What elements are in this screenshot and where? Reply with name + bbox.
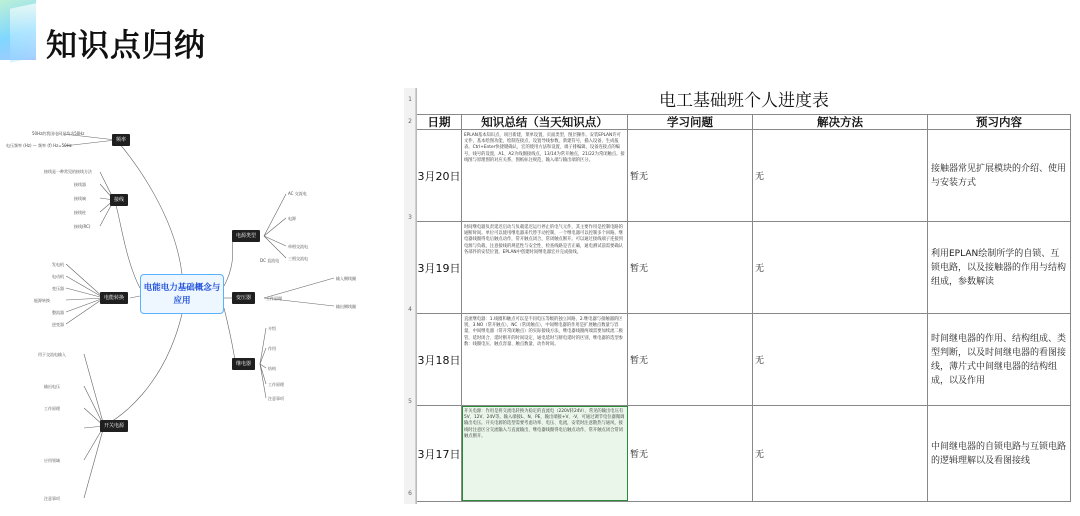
mind-map-note: 发电机 (52, 262, 64, 267)
header-preview[interactable]: 预习内容 (928, 115, 1071, 130)
mind-map-note: 变压器 (52, 286, 64, 291)
row-number-column (404, 88, 416, 504)
row-number[interactable]: 6 (408, 490, 412, 497)
mind-map-note: 接线(RC) (74, 224, 91, 229)
mind-map-note: 能源转换 (34, 298, 50, 303)
mind-map-branch: 频率 (112, 134, 130, 146)
mind-map-branch: 电能转换 (100, 292, 128, 304)
cell-selection-border (462, 406, 628, 501)
preview-cell[interactable]: 中间继电器的自锁电路与互锁电路的逻辑理解以及看图接线 (928, 406, 1071, 501)
progress-spreadsheet (404, 88, 1070, 506)
summary-cell[interactable]: 开关电源：作用是将交流电转换为稳定的直流电（220V转24V），常见的输出电压有5V、12V、24V等。输入端接L、N、PE，输出端接+V、-V，可通过调节电位器微调输出电压。开关电源的选型需要考虑功率、电压、电流，安装时注意散热与通风，接线时注意区分交流输入与直流输出，继电器线圈得电后触点动作，常开触点闭合常闭触点断开。 (462, 406, 628, 501)
table-row (417, 314, 1071, 406)
problem-cell[interactable]: 暂无 (628, 406, 753, 501)
mind-map-note: 电动机 (52, 274, 64, 279)
solution-cell[interactable]: 无 (753, 130, 928, 221)
mind-map (4, 128, 400, 516)
row-number[interactable]: 2 (408, 118, 412, 125)
sheet-title[interactable]: 电工基础班个人进度表 (659, 91, 829, 111)
date-cell[interactable]: 3月18日 (417, 314, 462, 405)
mind-map-branch: 变压器 (232, 292, 255, 304)
header-solution[interactable]: 解决方法 (753, 115, 928, 130)
table-row (417, 130, 1071, 222)
header-decoration-overlay (10, 3, 36, 63)
mind-map-note: 整流器 (52, 310, 64, 315)
mind-map-note: 作用 (268, 346, 276, 351)
mind-map-note: DC 直流电 (260, 258, 280, 263)
mind-map-branch: 接线 (110, 194, 128, 206)
problem-cell[interactable]: 暂无 (628, 130, 753, 221)
mind-map-note: 接线是一种常见的接线方法 (44, 169, 92, 174)
mind-map-note: 注意事项 (44, 496, 60, 501)
header-problem[interactable]: 学习问题 (628, 115, 753, 130)
row-number[interactable]: 1 (408, 96, 412, 103)
summary-cell[interactable]: 直流继电器：1.线圈和触点可以是不同电压等级的独立回路，2.继电器与接触器的区别，3.NO（常开触点），NC（常闭触点），中间继电器的作用是扩展触点数量与容量，中间继电器（常开常闭触点）的实际接线方法，继电器线圈两端需要加续流二极管，延时闭合、延时断开的时间设定，通电延时与断电延时的区别，继电器的选型参数：线圈电压、触点容量、触点数量、动作时间。 (462, 314, 628, 405)
mind-map-note: 接线柱 (74, 210, 86, 215)
header-summary[interactable]: 知识总结（当天知识点） (462, 115, 628, 130)
mind-map-note: 用于交流电输入 (38, 352, 66, 357)
header-row (417, 114, 1071, 130)
date-cell[interactable]: 3月19日 (417, 222, 462, 313)
mind-map-note: 单相交流电 (288, 244, 308, 249)
mind-map-note: 介绍 (268, 326, 276, 331)
mind-map-branch: 电源类型 (232, 230, 260, 242)
mind-map-note: 接线器 (74, 182, 86, 187)
mind-map-note: 电源 (288, 216, 296, 221)
problem-cell[interactable]: 暂无 (628, 314, 753, 405)
table-row (417, 222, 1071, 314)
date-cell[interactable]: 3月17日 (417, 406, 462, 501)
sheet-grid (416, 88, 1070, 504)
mind-map-note: 逆变器 (52, 322, 64, 327)
mind-map-note: 电压频率 (Hz) — 频率 (f) Hz=50Hz (6, 143, 72, 148)
solution-cell[interactable]: 无 (753, 406, 928, 501)
preview-cell[interactable]: 时间继电器的作用、结构组成、类型判断，以及时间继电器的看图接线，薄片式中间继电器的结构组成，以及作用 (928, 314, 1071, 405)
page-title: 知识点归纳 (46, 28, 206, 64)
mind-map-note: AC 交流电 (288, 191, 307, 196)
mind-map-note: 工作原理 (268, 382, 284, 387)
mind-map-note: 工作原理 (44, 406, 60, 411)
row-number[interactable]: 4 (408, 306, 412, 313)
mind-map-note: 输入侧线圈 (336, 276, 356, 281)
mind-map-note: 输出侧线圈 (336, 304, 356, 309)
preview-cell[interactable]: 利用EPLAN绘制所学的自锁、互锁电路，以及接触器的作用与结构组成，参数解读 (928, 222, 1071, 313)
preview-cell[interactable]: 接触器常见扩展模块的介绍、使用与安装方式 (928, 130, 1071, 221)
row-number[interactable]: 5 (408, 398, 412, 405)
mind-map-branch: 继电器 (232, 358, 255, 370)
mind-map-note: 注意事项 (268, 396, 284, 401)
mind-map-center-node: 电能电力基础概念与应用 (140, 274, 224, 314)
solution-cell[interactable]: 无 (753, 222, 928, 313)
problem-cell[interactable]: 暂无 (628, 222, 753, 313)
mind-map-note: 工作原理 (266, 296, 282, 301)
header-date[interactable]: 日期 (417, 115, 462, 130)
mind-map-note: 接线端 (74, 196, 86, 201)
mind-map-branch: 开关电源 (100, 420, 128, 432)
mind-map-note: 应用领域 (44, 458, 60, 463)
table-row-selected (417, 406, 1071, 502)
mind-map-note: 输出电压 (44, 384, 60, 389)
row-number[interactable]: 3 (408, 214, 412, 221)
mind-map-note: 三相交流电 (288, 256, 308, 261)
mind-map-note: 结构 (268, 366, 276, 371)
date-cell[interactable]: 3月20日 (417, 130, 462, 221)
summary-cell[interactable]: 时间继电器负责延迟启动与负载延迟运行停止的电气元件，其主要作用是控制电路的通断时间。单位可以使用继电器来代替手动控制，一个继电器可以控制多个回路。继电器线圈得电后触点动作，常开触点闭合，常闭触点断开。可以通过接线端子连接到电源与负载，注意接线的规范性与安全性，检查线路是否正确，通电测试前需要确认各部件的安装位置，EPLAN中创建时间继电器宏并完成接线。 (462, 222, 628, 313)
summary-cell[interactable]: EPLAN基本知识点，项目新建，菜单设置，页面类型，图层操作。安装EPLAN许可文件，基本绘图功能，绘制连接点，设置导线参数，新建符号，插入设备，生成报表。Ctrl+Enter快捷键确认，宏的使用方法和设置，端子排编辑，设备连接点的编号，线号的设置，A1、A2为线圈接线点，13/14为常开触点，21/22为常闭触点。接线图与原理图的对应关系，图纸标注规范，输入端与输出端的区分。 (462, 130, 628, 221)
mind-map-note: 50Hz的我国电网是均为50Hz (32, 131, 85, 136)
solution-cell[interactable]: 无 (753, 314, 928, 405)
